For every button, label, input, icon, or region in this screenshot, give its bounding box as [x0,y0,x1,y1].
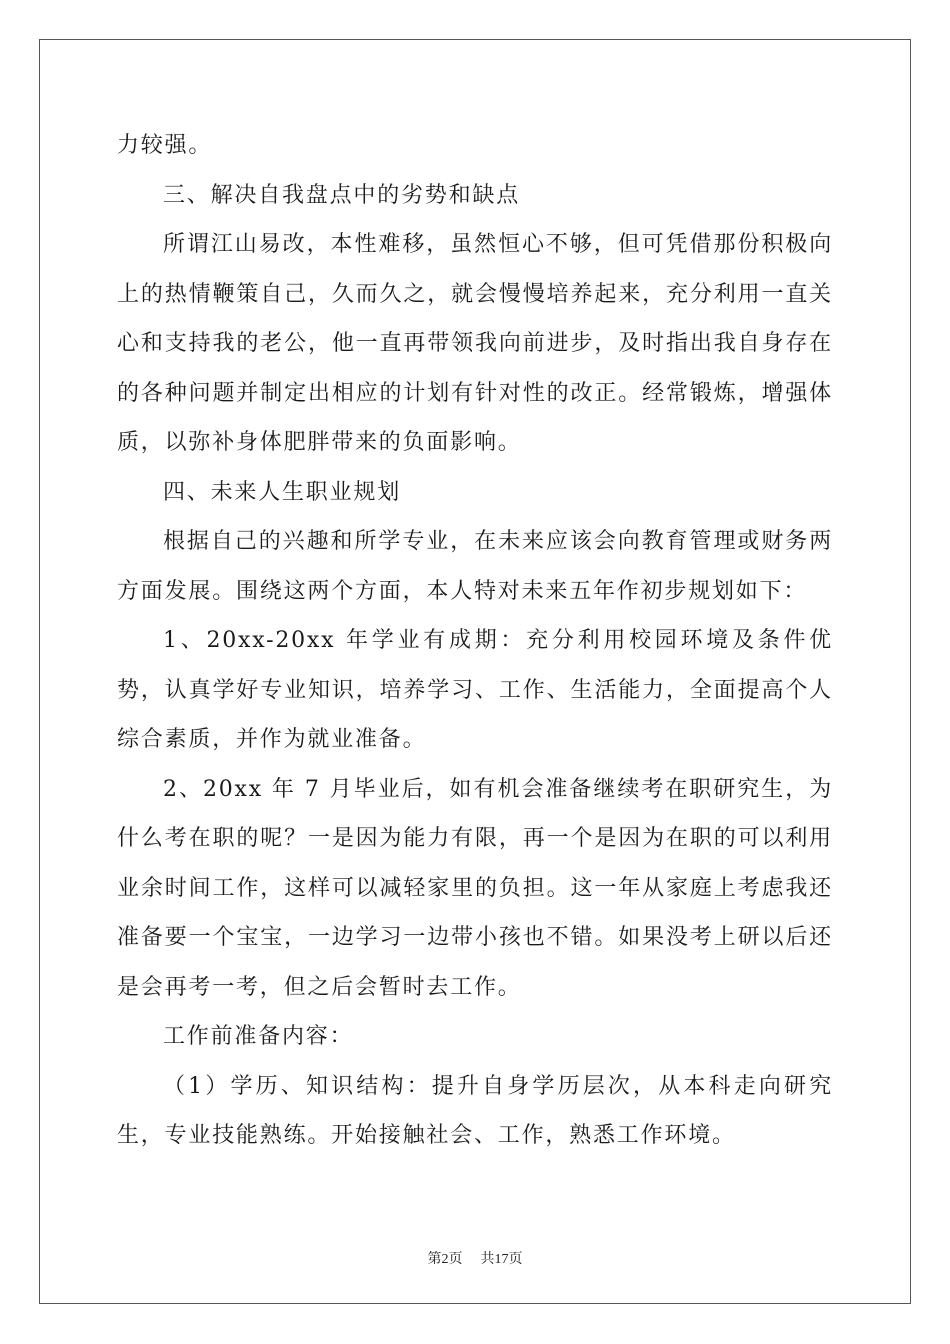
paragraph: 力较强。 [117,133,213,158]
paragraph: 工作前准备内容： [163,1024,354,1049]
document-body [117,121,833,1161]
page-footer [0,1248,950,1268]
paragraph: （1）学历、知识结构：提升自身学历层次，从本科走向研究生，专业技能熟练。开始接触社会、工作，熟悉工作环境。 [117,1073,833,1148]
paragraph: 2、20xx 年 7 月毕业后，如有机会准备继续考在职研究生，为什么考在职的呢？一是因为能力有限，再一个是因为在职的可以利用业余时间工作，这样可以减轻家里的负担。这一年从家庭上考虑我还准备要一个宝宝，一边学习一边带小孩也不错。如果没考上研以后还是会再考一考，但之后会暂时去工作。 [117,776,833,1000]
paragraph: 所谓江山易改，本性难移，虽然恒心不够，但可凭借那份积极向上的热情鞭策自己，久而久之，就会慢慢培养起来，充分利用一直关心和支持我的老公，他一直再带领我向前进步，及时指出我自身存在的各种问题并制定出相应的计划有针对性的改正。经常锻炼，增强体质，以弥补身体肥胖带来的负面影响。 [117,232,833,455]
page-number: 第2页 [427,1252,463,1267]
page-total: 共17页 [480,1252,523,1267]
section-heading: 四、未来人生职业规划 [163,479,402,505]
section-heading: 三、解决自我盘点中的劣势和缺点 [163,182,521,208]
paragraph: 1、20xx-20xx 年学业有成期：充分利用校园环境及条件优势，认真学好专业知识，培养学习、工作、生活能力，全面提高个人综合素质，并作为就业准备。 [117,628,833,752]
paragraph: 根据自己的兴趣和所学专业，在未来应该会向教育管理或财务两方面发展。围绕这两个方面，本人特对未来五年作初步规划如下： [117,529,833,604]
